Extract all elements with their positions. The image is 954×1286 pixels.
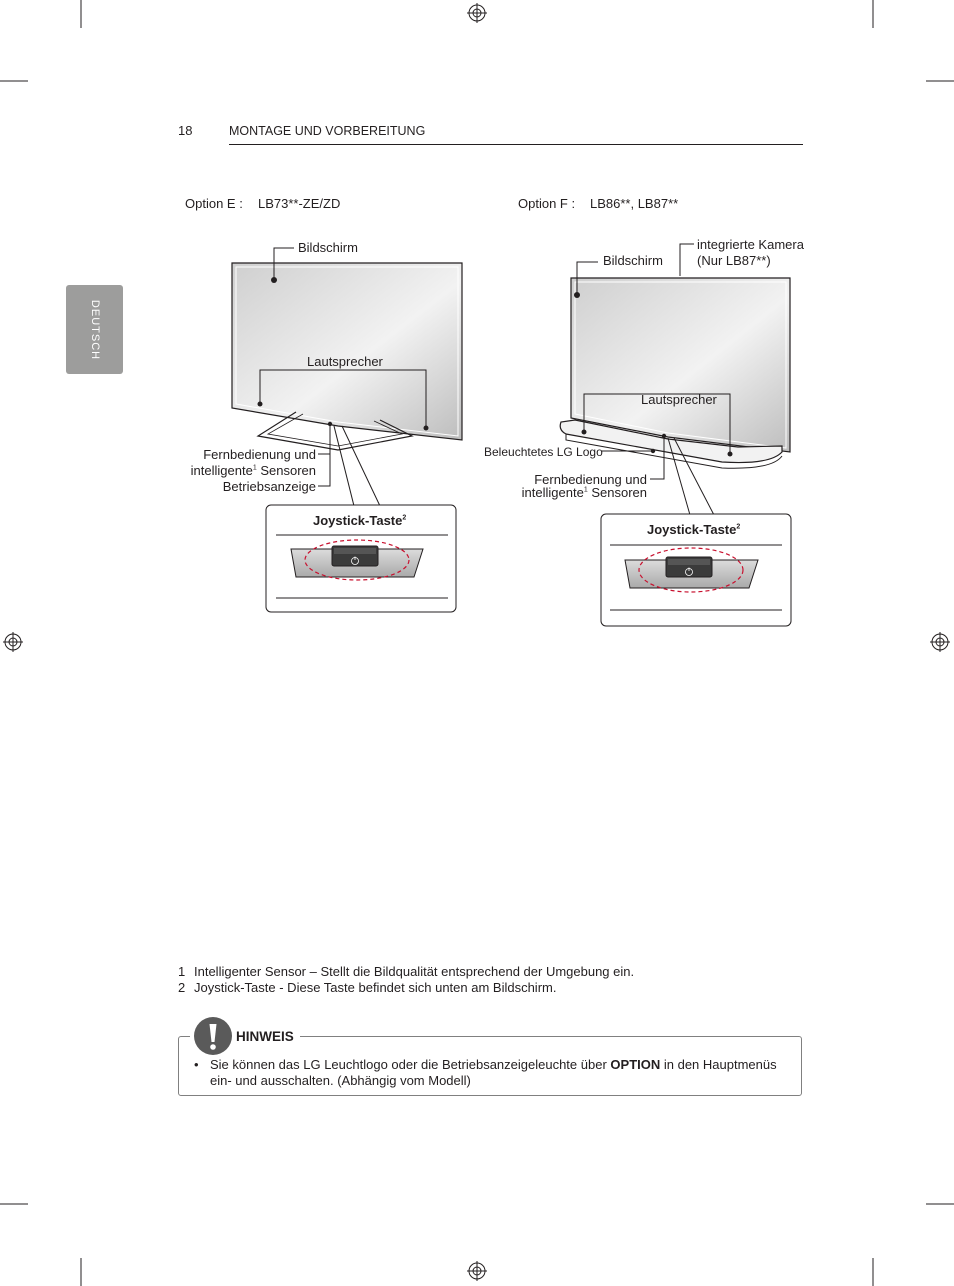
- e-power-indicator-label: Betriebsanzeige: [222, 479, 316, 494]
- note-text-line1: Sie können das LG Leuchtlogo oder die Betriebsanzeigeleuchte über OPTION in den Hauptmenüs: [210, 1057, 777, 1072]
- e-joystick-title: Joystick-Taste$^2$: [313, 513, 407, 528]
- page-number: 18: [178, 123, 193, 138]
- footnote-1-number: 1: [178, 964, 186, 979]
- footnote-1-text: Intelligenter Sensor – Stellt die Bildqualität entsprechend der Umgebung ein.: [194, 964, 635, 979]
- section-title: MONTAGE UND VORBEREITUNG: [229, 124, 426, 138]
- f-camera-line1: integrierte Kamera: [697, 237, 804, 252]
- e-speaker-label: Lautsprecher: [307, 354, 383, 369]
- f-speaker-label: Lautsprecher: [641, 392, 717, 407]
- language-tab-label: DEUTSCH: [88, 299, 101, 360]
- f-remote-line2: intelligente$^1$ Sensoren: [521, 485, 647, 500]
- footnote-2-number: 2: [178, 980, 186, 995]
- e-screen-label: Bildschirm: [298, 240, 358, 255]
- f-remote-line1: Fernbedienung und: [534, 472, 647, 487]
- footnote-2-text: Joystick-Taste - Diese Taste befindet sich unten am Bildschirm.: [194, 980, 557, 995]
- f-screen-label: Bildschirm: [603, 253, 663, 268]
- option-f-models: LB86**, LB87**: [590, 196, 679, 211]
- note-bullet: •: [194, 1057, 199, 1072]
- exclamation-icon: [193, 1016, 233, 1056]
- e-remote-line1: Fernbedienung und: [203, 447, 316, 462]
- option-f-label: Option F :: [518, 196, 576, 211]
- option-e-label: Option E :: [185, 196, 243, 211]
- note-text-line2: ein- und ausschalten. (Abhängig vom Modell): [210, 1073, 471, 1088]
- option-e-models: LB73**-ZE/ZD: [258, 196, 341, 211]
- f-lg-logo-label: Beleuchtetes LG Logo: [484, 445, 603, 459]
- f-joystick-title: Joystick-Taste$^2$: [647, 522, 741, 537]
- f-camera-line2: (Nur LB87**): [697, 253, 771, 268]
- note-title: HINWEIS: [236, 1029, 294, 1044]
- e-remote-line2: intelligente$^1$ Sensoren: [190, 463, 316, 478]
